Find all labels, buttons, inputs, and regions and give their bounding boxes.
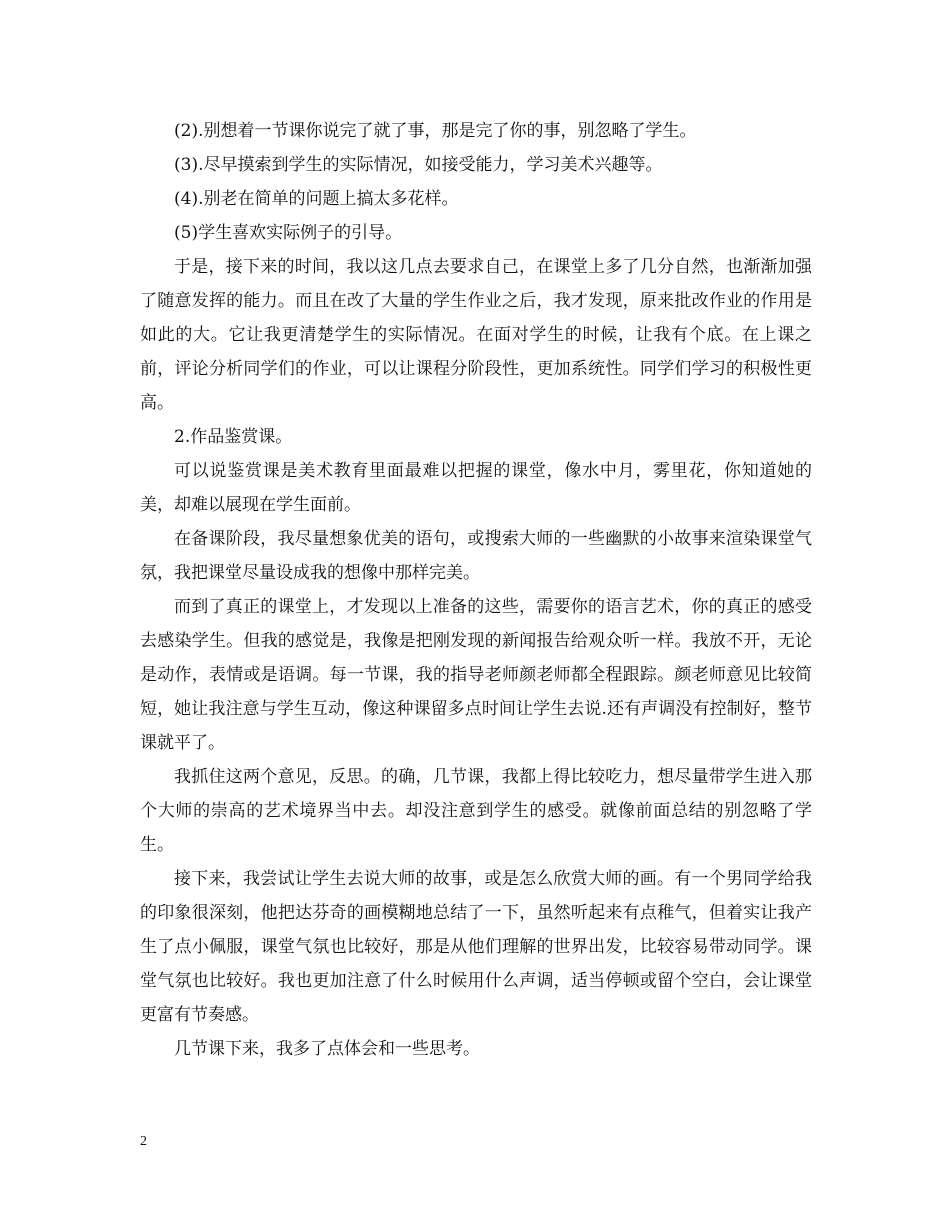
page-number: 2 [140,1134,147,1149]
document-body [140,114,812,1066]
paragraph-list-item-4: (4).别老在简单的问题上搞太多花样。 [174,189,459,209]
paragraph-lesson-preparation: 在备课阶段，我尽量想象优美的语句，或搜索大师的一些幽默的小故事来渲染课堂气氛，我把课堂尽量设成我的想像中那样完美。 [140,529,812,583]
paragraph-homework-reflection: 于是，接下来的时间，我以这几点去要求自己，在课堂上多了几分自然，也渐渐加强了随意发挥的能力。而且在改了大量的学生作业之后，我才发现，原来批改作业的作用是如此的大。它让我更清楚学生的实际情况。在面对学生的时候，让我有个底。在上课之前，评论分析同学们的作业，可以让课程分阶段性，更加系统性。同学们学习的积极性更高。 [140,257,812,413]
paragraph-list-item-3: (3).尽早摸索到学生的实际情况，如接受能力，学习美术兴趣等。 [174,155,663,175]
paragraph-conclusion: 几节课下来，我多了点体会和一些思考。 [174,1039,480,1059]
paragraph-reflection: 我抓住这两个意见，反思。的确，几节课，我都上得比较吃力，想尽量带学生进入那个大师的崇高的艺术境界当中去。却没注意到学生的感受。就像前面总结的别忽略了学生。 [140,767,812,855]
paragraph-list-item-5: (5)学生喜欢实际例子的引导。 [174,223,403,243]
paragraph-appreciation-intro: 可以说鉴赏课是美术教育里面最难以把握的课堂，像水中月，雾里花，你知道她的美，却难以展现在学生面前。 [140,461,812,515]
section-heading-appreciation-class: 2.作品鉴赏课。 [174,427,293,447]
paragraph-student-storytelling: 接下来，我尝试让学生去说大师的故事，或是怎么欣赏大师的画。有一个男同学给我的印象很深刻，他把达芬奇的画模糊地总结了一下，虽然听起来有点稚气，但着实让我产生了点小佩服，课堂气氛也比较好，那是从他们理解的世界出发，比较容易带动同学。课堂气氛也比较好。我也更加注意了什么时候用什么声调，适当停顿或留个空白，会让课堂更富有节奏感。 [140,869,812,1025]
paragraph-classroom-experience: 而到了真正的课堂上，才发现以上准备的这些，需要你的语言艺术，你的真正的感受去感染学生。但我的感觉是，我像是把刚发现的新闻报告给观众听一样。我放不开，无论是动作，表情或是语调。每一节课，我的指导老师颜老师都全程跟踪。颜老师意见比较简短，她让我注意与学生互动，像这种课留多点时间让学生去说.还有声调没有控制好，整节课就平了。 [140,597,812,753]
paragraph-list-item-2: (2).别想着一节课你说完了就了事，那是完了你的事，别忽略了学生。 [174,121,697,141]
